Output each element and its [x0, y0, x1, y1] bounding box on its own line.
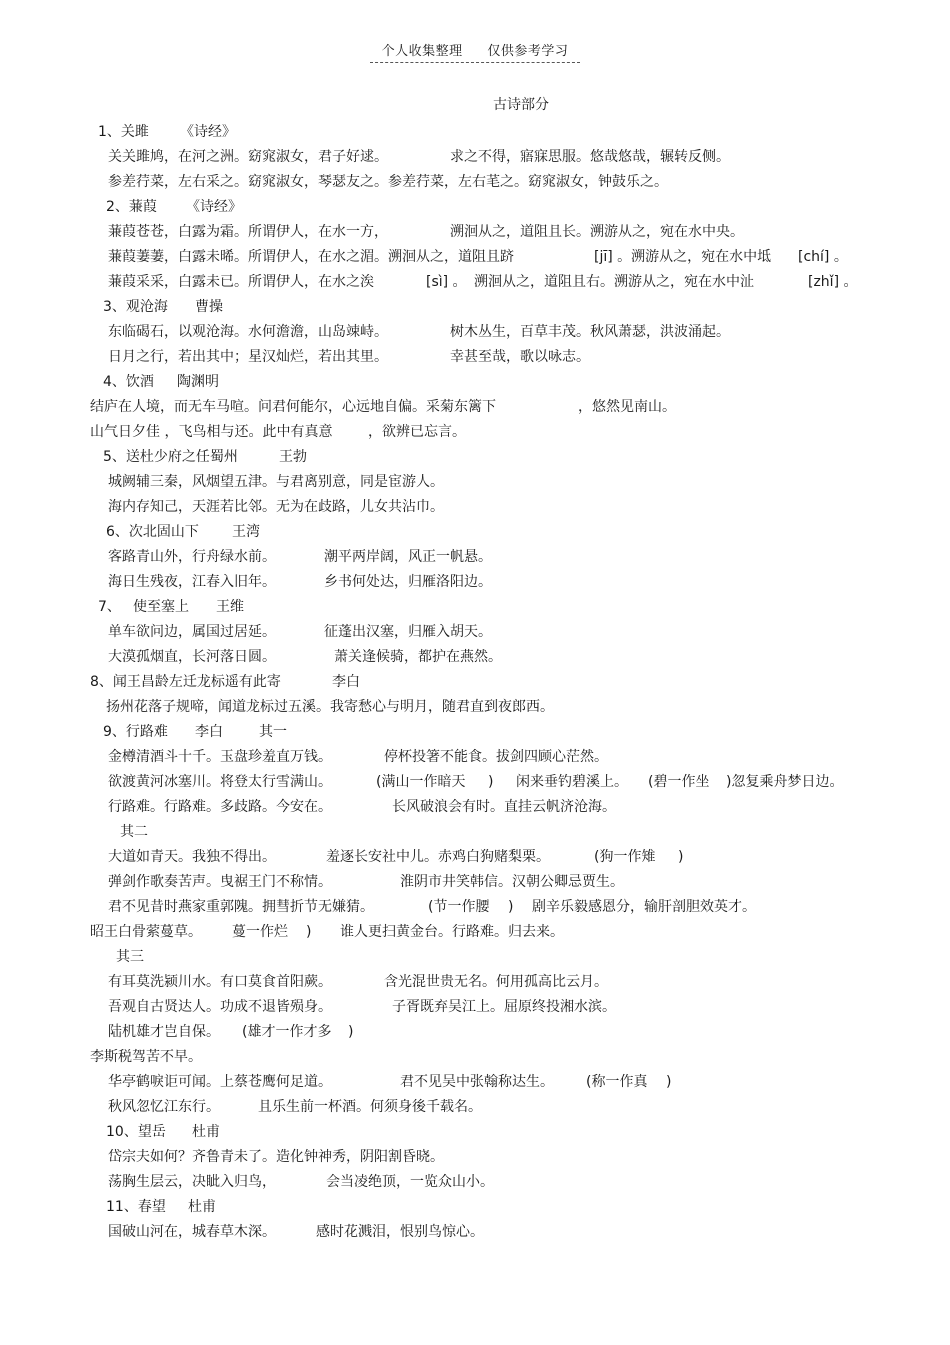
- text-line: [0, 120, 950, 145]
- text-segment: (雄才一作才多: [242, 1024, 332, 1040]
- text-line: [0, 420, 950, 445]
- text-line: [0, 520, 950, 545]
- text-segment: 感时花溅泪，恨别鸟惊心。: [316, 1224, 484, 1240]
- text-line: [0, 845, 950, 870]
- text-line: [0, 545, 950, 570]
- text-segment: 7、: [98, 599, 121, 615]
- text-line: [0, 1120, 950, 1145]
- header-right: 仅供参考学习: [487, 44, 569, 59]
- text-segment: 谁人更扫黄金台。行路难。归去来。: [340, 924, 564, 940]
- text-segment: 潮平两岸阔，风正一帆悬。: [324, 549, 492, 565]
- text-segment: 其三: [116, 949, 144, 965]
- text-segment: 征蓬出汉塞，归雁入胡天。: [324, 624, 492, 640]
- section-title: 古诗部分: [493, 97, 549, 113]
- text-segment: 1、关雎: [98, 124, 149, 140]
- text-segment: 3、观沧海: [103, 299, 168, 315]
- text-line: [0, 1145, 950, 1170]
- text-line: [0, 1220, 950, 1245]
- text-line: [0, 145, 950, 170]
- text-segment: ，欲辨已忘言。: [368, 424, 466, 440]
- text-segment: (节一作腰: [428, 899, 490, 915]
- text-segment: ): [348, 1024, 354, 1040]
- text-segment: 曹操: [195, 299, 223, 315]
- text-segment: 羞逐长安社中儿。赤鸡白狗赌梨栗。: [326, 849, 550, 865]
- text-segment: 君不见吴中张翰称达生。: [400, 1074, 554, 1090]
- text-segment: 有耳莫洗颍川水。有口莫食首阳蕨。: [108, 974, 332, 990]
- text-segment: 且乐生前一杯酒。何须身後千载名。: [258, 1099, 482, 1115]
- text-line: [0, 820, 950, 845]
- text-segment: 日月之行，若出其中；星汉灿烂，若出其里。: [108, 349, 388, 365]
- text-segment: 求之不得，寤寐思服。悠哉悠哉，辗转反侧。: [450, 149, 730, 165]
- text-segment: 其一: [259, 724, 287, 740]
- text-segment: 子胥既弃吴江上。屈原终投湘水滨。: [392, 999, 616, 1015]
- text-line: [0, 1070, 950, 1095]
- text-line: [0, 270, 950, 295]
- text-line: [0, 1195, 950, 1220]
- text-segment: 乡书何处达，归雁洛阳边。: [324, 574, 492, 590]
- text-segment: (满山一作暗天: [376, 774, 466, 790]
- header-left: 个人收集整理: [381, 44, 463, 59]
- text-line: [0, 970, 950, 995]
- text-segment: 王维: [216, 599, 244, 615]
- text-line: [0, 945, 950, 970]
- text-line: [0, 920, 950, 945]
- text-segment: 欲渡黄河冰塞川。将登太行雪满山。: [108, 774, 332, 790]
- text-segment: 陆机雄才岂自保。: [108, 1024, 220, 1040]
- text-line: [0, 245, 950, 270]
- text-segment: 昭王白骨萦蔓草。: [90, 924, 202, 940]
- text-segment: [sì] 。: [426, 274, 467, 290]
- text-segment: 闲来垂钓碧溪上。: [516, 774, 628, 790]
- text-segment: 山气日夕佳 ，飞鸟相与还。此中有真意: [90, 424, 333, 440]
- text-segment: 大漠孤烟直，长河落日圆。: [108, 649, 276, 665]
- text-segment: 大道如青天。我独不得出。: [108, 849, 276, 865]
- text-segment: 幸甚至哉，歌以咏志。: [450, 349, 590, 365]
- text-line: [0, 570, 950, 595]
- text-segment: 金樽清酒斗十千。玉盘珍羞直万钱。: [108, 749, 332, 765]
- text-segment: 11、春望: [106, 1199, 166, 1215]
- text-segment: 国破山河在，城春草木深。: [108, 1224, 276, 1240]
- text-segment: ): [508, 899, 514, 915]
- text-line: [0, 795, 950, 820]
- text-line: [0, 395, 950, 420]
- text-line: [0, 770, 950, 795]
- text-segment: 岱宗夫如何？齐鲁青未了。造化钟神秀，阴阳割昏晓。: [108, 1149, 444, 1165]
- text-line: [0, 1020, 950, 1045]
- text-segment: 停杯投箸不能食。拔剑四顾心茫然。: [384, 749, 608, 765]
- text-segment: 单车欲问边，属国过居延。: [108, 624, 276, 640]
- text-segment: 2、蒹葭: [106, 199, 157, 215]
- text-segment: 淮阴市井笑韩信。汉朝公卿忌贾生。: [400, 874, 624, 890]
- text-segment: 荡胸生层云，决眦入归鸟，: [108, 1174, 276, 1190]
- text-segment: 杜甫: [188, 1199, 216, 1215]
- text-line: [0, 170, 950, 195]
- text-segment: 关关雎鸠，在河之洲。窈窕淑女，君子好逑。: [108, 149, 388, 165]
- text-line: [0, 695, 950, 720]
- text-segment: 4、饮酒: [103, 374, 154, 390]
- text-segment: 城阙辅三秦，风烟望五津。与君离别意，同是宦游人。: [108, 474, 444, 490]
- text-segment: 蒹葭萋萋，白露未晞。所谓伊人，在水之湄。溯洄从之，道阻且跻: [108, 249, 514, 265]
- text-segment: ): [678, 849, 684, 865]
- poem-content: [0, 120, 950, 1245]
- text-segment: 5、送杜少府之任蜀州: [103, 449, 238, 465]
- text-line: [0, 620, 950, 645]
- text-line: [0, 1045, 950, 1070]
- text-segment: 杜甫: [192, 1124, 220, 1140]
- text-segment: 树木丛生，百草丰茂。秋风萧瑟，洪波涌起。: [450, 324, 730, 340]
- text-segment: 李白: [332, 674, 360, 690]
- text-segment: 10、望岳: [106, 1124, 166, 1140]
- text-segment: 溯洄从之，道阻且右。溯游从之，宛在水中沚: [474, 274, 754, 290]
- text-line: [0, 370, 950, 395]
- text-segment: 华亭鹤唳讵可闻。上蔡苍鹰何足道。: [108, 1074, 332, 1090]
- text-segment: 会当凌绝顶，一览众山小。: [326, 1174, 494, 1190]
- text-line: [0, 320, 950, 345]
- text-segment: 其二: [120, 824, 148, 840]
- text-line: [0, 445, 950, 470]
- page-header: [0, 40, 950, 63]
- text-segment: 君不见昔时燕家重郭隗。拥彗折节无嫌猜。: [108, 899, 374, 915]
- text-segment: 秋风忽忆江东行。: [108, 1099, 220, 1115]
- text-segment: )忽复乘舟梦日边。: [726, 774, 844, 790]
- text-segment: ，悠然见南山。: [578, 399, 676, 415]
- text-segment: 吾观自古贤达人。功成不退皆殒身。: [108, 999, 332, 1015]
- text-segment: 陶渊明: [177, 374, 219, 390]
- text-line: [0, 345, 950, 370]
- text-line: [0, 595, 950, 620]
- text-segment: 长风破浪会有时。直挂云帆济沧海。: [392, 799, 616, 815]
- text-segment: (称一作真: [586, 1074, 648, 1090]
- text-segment: 8、闻王昌龄左迁龙标遥有此寄: [90, 674, 281, 690]
- text-segment: 东临碣石，以观沧海。水何澹澹，山岛竦峙。: [108, 324, 388, 340]
- text-segment: [jī] 。溯游从之，宛在水中坻: [594, 249, 772, 265]
- text-line: [0, 670, 950, 695]
- text-segment: ): [666, 1074, 672, 1090]
- text-line: [0, 995, 950, 1020]
- text-segment: 行路难。行路难。多歧路。今安在。: [108, 799, 332, 815]
- text-segment: (狗一作雉: [594, 849, 656, 865]
- text-segment: (碧一作坐: [648, 774, 710, 790]
- text-segment: [chí] 。: [798, 249, 848, 265]
- text-segment: 萧关逢候骑，都护在燕然。: [334, 649, 502, 665]
- text-line: [0, 220, 950, 245]
- text-segment: 结庐在人境，而无车马喧。问君何能尔，心远地自偏。采菊东篱下: [90, 399, 496, 415]
- header-underline: [370, 40, 581, 63]
- text-segment: 客路青山外，行舟绿水前。: [108, 549, 276, 565]
- text-line: [0, 645, 950, 670]
- text-line: [0, 495, 950, 520]
- text-line: [0, 720, 950, 745]
- text-line: [0, 195, 950, 220]
- text-segment: 蒹葭苍苍，白露为霜。所谓伊人，在水一方，: [108, 224, 388, 240]
- text-segment: 李白: [195, 724, 223, 740]
- text-segment: 海内存知己，天涯若比邻。无为在歧路，儿女共沾巾。: [108, 499, 444, 515]
- text-line: [0, 870, 950, 895]
- text-segment: 弹剑作歌奏苦声。曳裾王门不称情。: [108, 874, 332, 890]
- text-segment: ): [488, 774, 494, 790]
- text-segment: 王勃: [279, 449, 307, 465]
- text-segment: 李斯税驾苦不早。: [90, 1049, 202, 1065]
- text-segment: 使至塞上: [133, 599, 189, 615]
- text-segment: 含光混世贵无名。何用孤高比云月。: [384, 974, 608, 990]
- text-segment: ): [306, 924, 312, 940]
- text-line: [0, 295, 950, 320]
- text-segment: 《诗经》: [180, 124, 236, 140]
- text-segment: [zhǐ] 。: [808, 274, 858, 290]
- text-line: [0, 1095, 950, 1120]
- text-line: [0, 895, 950, 920]
- text-segment: 海日生残夜，江春入旧年。: [108, 574, 276, 590]
- text-segment: 王湾: [232, 524, 260, 540]
- text-segment: 9、行路难: [103, 724, 168, 740]
- text-line: [0, 470, 950, 495]
- text-segment: 蔓一作烂: [232, 924, 288, 940]
- text-segment: 6、次北固山下: [106, 524, 199, 540]
- text-segment: 《诗经》: [186, 199, 242, 215]
- text-segment: 剧辛乐毅感恩分，输肝剖胆效英才。: [532, 899, 756, 915]
- text-segment: 蒹葭采采，白露未已。所谓伊人，在水之涘: [108, 274, 374, 290]
- text-segment: 参差荇菜，左右采之。窈窕淑女，琴瑟友之。参差荇菜，左右芼之。窈窕淑女，钟鼓乐之。: [108, 174, 668, 190]
- text-line: [0, 1170, 950, 1195]
- text-line: [0, 745, 950, 770]
- text-segment: 溯洄从之，道阻且长。溯游从之，宛在水中央。: [450, 224, 744, 240]
- text-segment: 扬州花落子规啼，闻道龙标过五溪。我寄愁心与明月，随君直到夜郎西。: [106, 699, 554, 715]
